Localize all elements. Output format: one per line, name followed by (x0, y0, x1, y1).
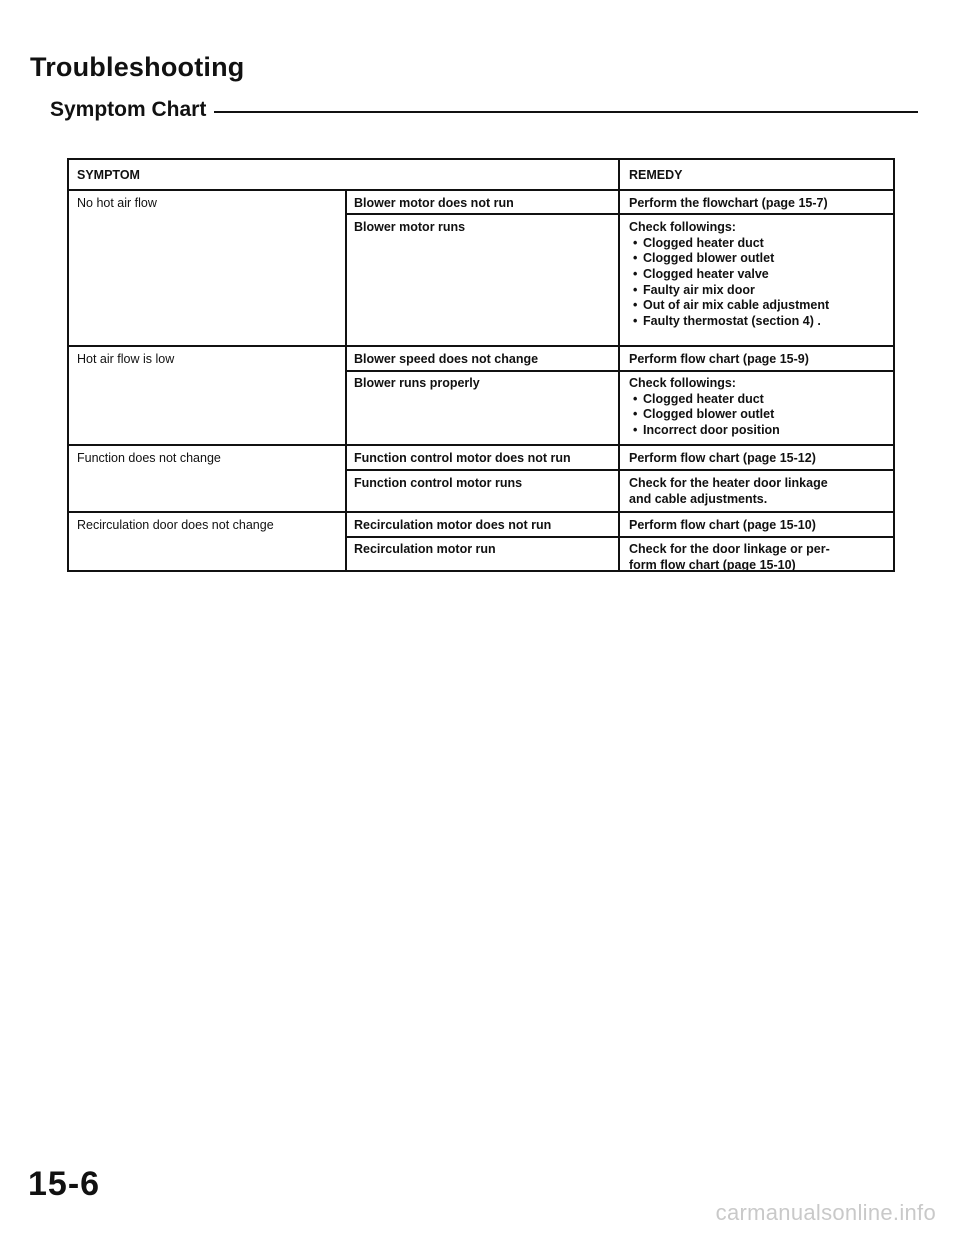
symptom-cell: Function does not change (77, 451, 221, 465)
header-divider (69, 189, 893, 191)
remedy-list-item: • Clogged blower outlet (629, 407, 780, 423)
remedy-cell (629, 220, 829, 329)
condition-cell: Blower motor runs (354, 220, 466, 234)
row-divider (345, 370, 893, 372)
symptom-cell: No hot air flow (77, 196, 157, 210)
remedy-line: Check for the heater door linkage (629, 476, 828, 490)
remedy-cell: Perform flow chart (page 15-9) (629, 352, 809, 366)
group-divider (69, 511, 893, 513)
condition-cell: Recirculation motor does not run (354, 518, 552, 532)
watermark: carmanualsonline.info (715, 1200, 936, 1225)
section-title: Symptom Chart (50, 98, 207, 121)
page-title: Troubleshooting (30, 52, 245, 82)
remedy-list (629, 392, 780, 439)
symptom-cell: Hot air flow is low (77, 352, 175, 366)
remedy-list-item: • Clogged heater valve (629, 267, 829, 283)
condition-cell: Blower speed does not change (354, 352, 539, 366)
row-divider (345, 469, 893, 471)
row-divider (345, 213, 893, 215)
row-divider (345, 536, 893, 538)
symptom-chart-table (67, 158, 895, 572)
symptom-cell: Recirculation door does not change (77, 518, 274, 532)
section-heading (50, 93, 918, 127)
condition-cell: Recirculation motor run (354, 542, 496, 556)
column-divider (345, 190, 347, 570)
remedy-list-item: • Faulty air mix door (629, 283, 829, 299)
header-remedy: REMEDY (629, 168, 683, 182)
remedy-list-item: • Incorrect door position (629, 423, 780, 439)
column-divider (618, 160, 620, 570)
remedy-line: form flow chart (page 15-10) (629, 557, 796, 572)
remedy-list-item: • Clogged heater duct (629, 392, 780, 408)
condition-cell: Function control motor runs (354, 476, 523, 490)
remedy-cell: Perform the flowchart (page 15-7) (629, 196, 828, 210)
remedy-cell: Perform flow chart (page 15-12) (629, 451, 816, 465)
remedy-heading: Check followings: (629, 220, 736, 234)
group-divider (69, 345, 893, 347)
header-symptom: SYMPTOM (77, 168, 140, 182)
remedy-list-item: • Out of air mix cable adjustment (629, 298, 829, 314)
condition-cell: Blower runs properly (354, 376, 480, 390)
remedy-list-item: • Clogged blower outlet (629, 251, 829, 267)
remedy-cell (629, 376, 780, 439)
condition-cell: Function control motor does not run (354, 451, 571, 465)
remedy-line: and cable adjustments. (629, 491, 768, 506)
remedy-cell (629, 542, 830, 573)
remedy-list-item: • Clogged heater duct (629, 236, 829, 252)
condition-cell: Blower motor does not run (354, 196, 514, 210)
remedy-heading: Check followings: (629, 376, 736, 390)
remedy-list-item: • Faulty thermostat (section 4) . (629, 314, 829, 330)
remedy-line: Check for the door linkage or per- (629, 542, 830, 556)
remedy-cell (629, 476, 828, 507)
heading-rule (214, 111, 918, 113)
remedy-list (629, 236, 829, 330)
remedy-cell: Perform flow chart (page 15-10) (629, 518, 816, 532)
page-number: 15-6 (28, 1165, 101, 1203)
group-divider (69, 444, 893, 446)
